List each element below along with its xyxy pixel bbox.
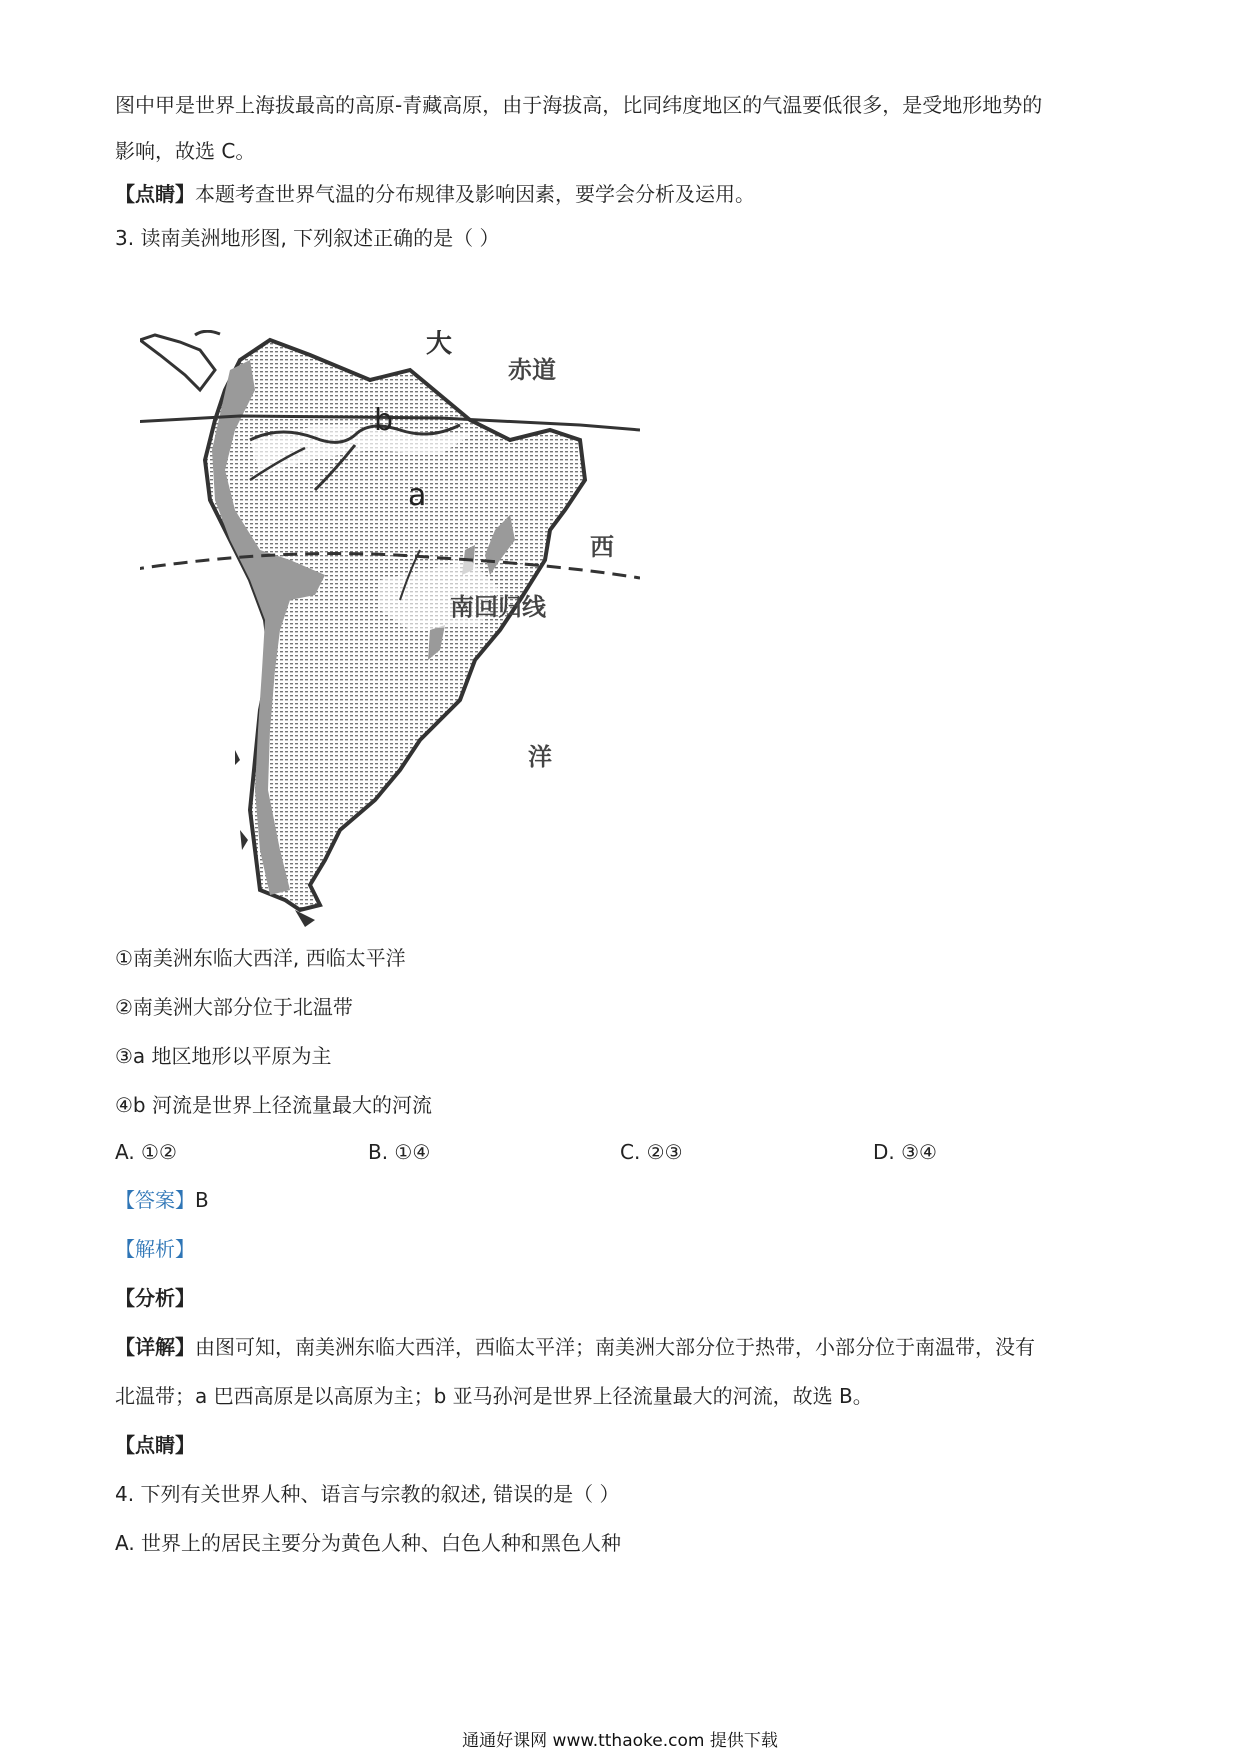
answer-label: 【答案】 bbox=[115, 1188, 195, 1212]
fenxi-label: 【分析】 bbox=[115, 1286, 195, 1310]
option-a: A. ①② bbox=[115, 1140, 177, 1164]
map-label-equator: 赤道 bbox=[508, 356, 556, 384]
dianjing-text: 本题考查世界气温的分布规律及影响因素，要学会分析及运用。 bbox=[195, 182, 755, 206]
map-label-yang: 洋 bbox=[528, 743, 552, 771]
xiangjie-line-2: 北温带；a 巴西高原是以高原为主；b 亚马孙河是世界上径流量最大的河流，故选 B。 bbox=[115, 1384, 873, 1408]
dianjing-label-2: 【点睛】 bbox=[115, 1433, 195, 1457]
statement-2: ②南美洲大部分位于北温带 bbox=[115, 995, 353, 1019]
xiangjie-text: 由图可知，南美洲东临大西洋，西临太平洋；南美洲大部分位于热带，小部分位于南温带，没有 bbox=[195, 1335, 1035, 1359]
answer bbox=[115, 1186, 209, 1214]
south-america-map bbox=[140, 330, 640, 930]
dianjing-note bbox=[115, 180, 755, 208]
central-america-coast bbox=[140, 335, 215, 390]
option-c: C. ②③ bbox=[620, 1140, 683, 1164]
map-label-xi: 西 bbox=[590, 533, 614, 561]
xiangjie-line-1 bbox=[115, 1333, 1035, 1361]
dianjing-label: 【点睛】 bbox=[115, 182, 195, 206]
answer-value: B bbox=[195, 1188, 209, 1212]
statement-4: ④b 河流是世界上径流量最大的河流 bbox=[115, 1093, 432, 1117]
question-4-option-a: A. 世界上的居民主要分为黄色人种、白色人种和黑色人种 bbox=[115, 1531, 622, 1555]
question-3-stem: 3. 读南美洲地形图, 下列叙述正确的是（ ） bbox=[115, 226, 500, 250]
map-label-da: 大 bbox=[426, 330, 453, 359]
question-4-stem: 4. 下列有关世界人种、语言与宗教的叙述, 错误的是（ ） bbox=[115, 1482, 620, 1506]
option-d: D. ③④ bbox=[873, 1140, 937, 1164]
paragraph-line: 图中甲是世界上海拔最高的高原-青藏高原，由于海拔高，比同纬度地区的气温要低很多，是受地形地势的 bbox=[115, 93, 1043, 117]
option-b: B. ①④ bbox=[368, 1140, 431, 1164]
paragraph-line: 影响，故选 C。 bbox=[115, 139, 256, 163]
xiangjie-label: 【详解】 bbox=[115, 1335, 195, 1359]
map-label-b: b bbox=[374, 403, 394, 438]
footer-watermark: 通通好课网 www.tthaoke.com 提供下载 bbox=[462, 1731, 778, 1751]
statement-1: ①南美洲东临大西洋, 西临太平洋 bbox=[115, 946, 406, 970]
statement-3: ③a 地区地形以平原为主 bbox=[115, 1044, 332, 1068]
map-label-a: a bbox=[408, 478, 427, 513]
jiexi-label: 【解析】 bbox=[115, 1237, 195, 1261]
map-label-tropic: 南回归线 bbox=[450, 593, 546, 621]
